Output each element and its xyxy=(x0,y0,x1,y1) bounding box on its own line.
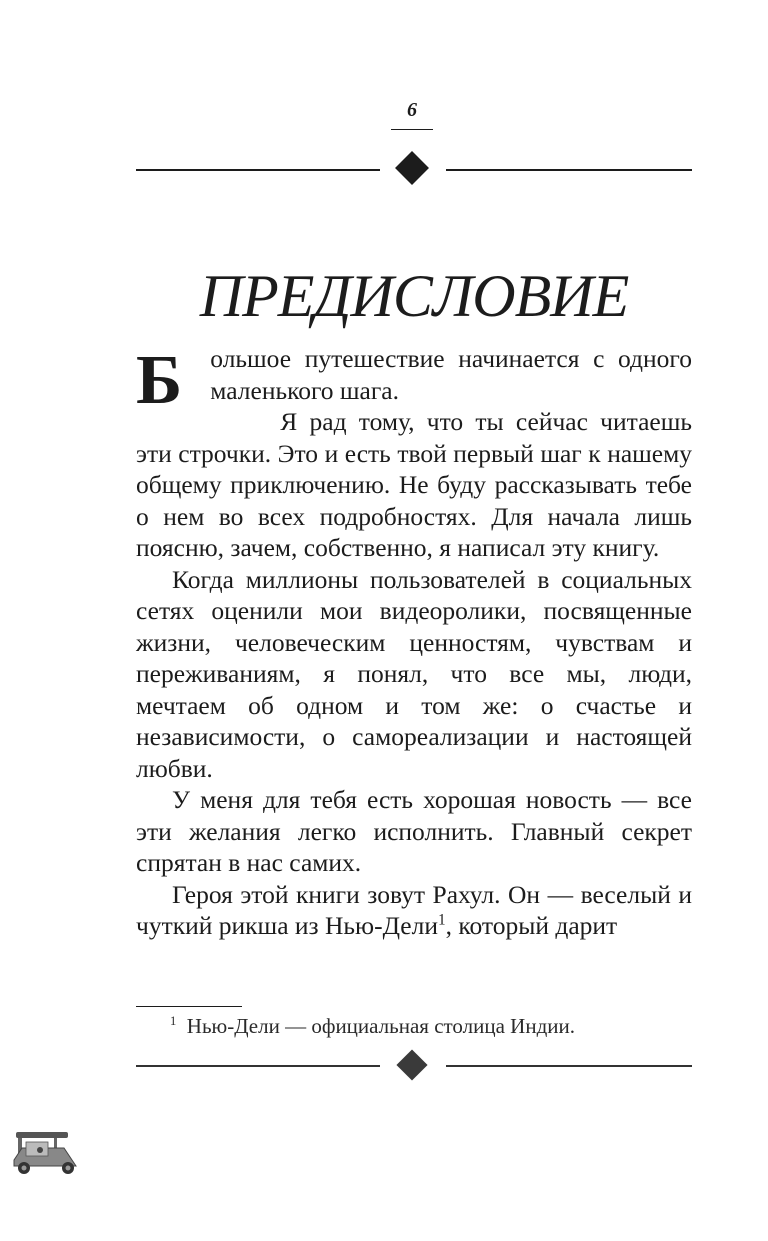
footnote-text: Нью-Дели — официальная столица Индии. xyxy=(186,1014,575,1038)
diamond-ornament-icon xyxy=(396,1049,427,1080)
chapter-title: ПРЕДИСЛОВИЕ xyxy=(199,263,629,330)
auto-rickshaw-icon xyxy=(10,1128,80,1178)
body-text xyxy=(136,343,692,942)
paragraph-5-text: Героя этой книги зовут Рахул. Он — веселый и чуткий рикша из Нью-Дели xyxy=(136,879,692,940)
paragraph-5-text-end: , который дарит xyxy=(445,911,618,940)
paragraph-2-text: Я рад тому, что ты сейчас читаешь эти строчки. Это и есть твой первый шаг к нашему общему приключению. Не буду рассказывать тебе о нем во всех подробностях. Для начала лишь поясню, зачем, собственно, я написал эту книгу. xyxy=(136,407,692,562)
footnote-reference: 1 xyxy=(437,911,446,929)
paragraph-1 xyxy=(136,342,692,419)
footnote xyxy=(136,1013,692,1039)
bottom-ornament xyxy=(136,1051,692,1081)
paragraph-3: Когда миллионы пользователей в социальных сетях оценили мои видеоролики, посвященные жизни, человеческим ценностям, чувствам и переживаниям, я понял, что все мы, люди, мечтаем об одном и том же: о счастье и независимости, о самореализации и настоящей любви. xyxy=(136,564,692,783)
paragraph-1-text: ольшое путешествие начинается с одного маленького шага. xyxy=(210,344,692,405)
footnote-rule xyxy=(136,1006,242,1007)
top-ornament xyxy=(136,155,692,185)
paragraph-4: У меня для тебя есть хорошая новость — все эти желания легко исполнить. Главный секрет спрятан в нас самих. xyxy=(136,785,692,877)
diamond-ornament-icon xyxy=(395,151,429,185)
paragraph-5 xyxy=(136,879,692,942)
ornament-line-left xyxy=(136,169,380,171)
paragraph-2 xyxy=(136,406,692,564)
ornament-line-left xyxy=(136,1065,380,1067)
ornament-line-right xyxy=(446,169,692,171)
page-number-rule xyxy=(391,129,433,130)
ornament-line-right xyxy=(446,1065,692,1067)
page-number: 6 xyxy=(407,99,417,121)
footnote-mark: 1 xyxy=(170,1014,177,1028)
dropcap: Б xyxy=(136,342,183,419)
